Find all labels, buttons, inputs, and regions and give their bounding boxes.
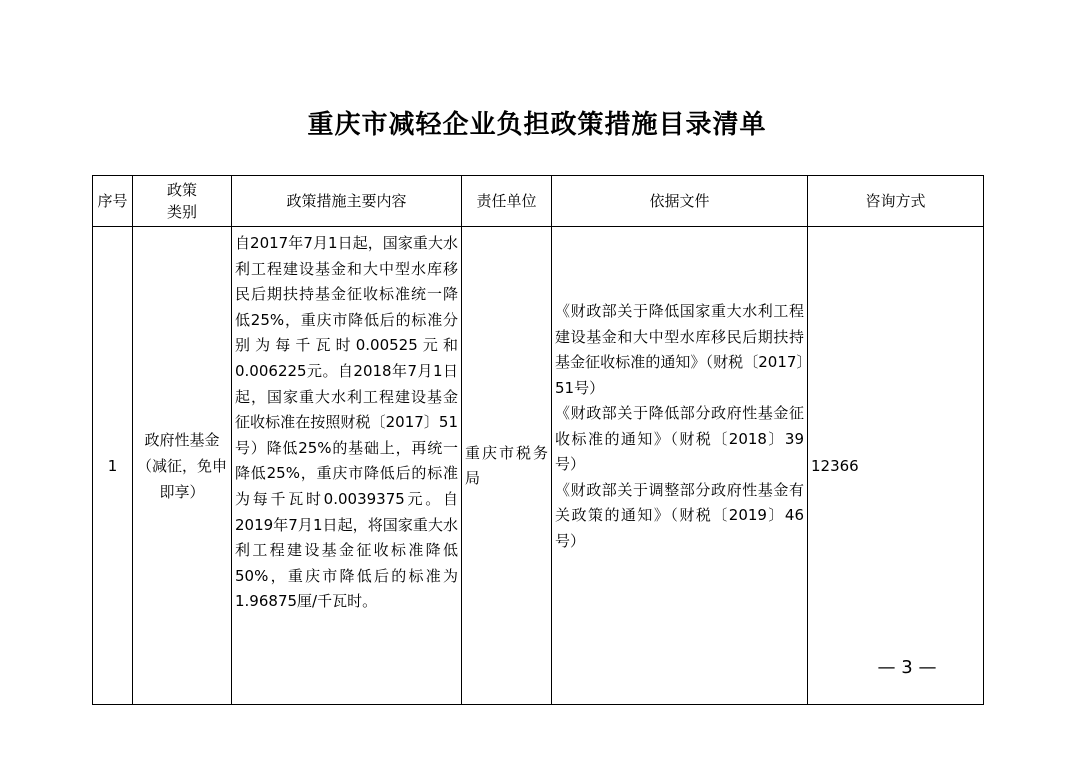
row-seq: 1 [93, 227, 133, 705]
document-title: 重庆市减轻企业负担政策措施目录清单 [307, 110, 767, 140]
basis-doc-1: 《财政部关于降低国家重大水利工程建设基金和大中型水库移民后期扶持基金征收标准的通知》（财税〔2017〕51号） [555, 302, 804, 397]
table-header-row [93, 176, 984, 227]
row-basis [552, 227, 808, 705]
page-number: — 3 — [877, 657, 937, 678]
header-category: 政策类别 [133, 176, 232, 227]
row-content: 自2017年7月1日起，国家重大水利工程建设基金和大中型水库移民后期扶持基金征收标准统一降低25%，重庆市降低后的标准分别为每千瓦时0.00525元和0.006225元。自2018年7月1日起，国家重大水利工程建设基金征收标准在按照财税〔2017〕51号）降低25%的基础上，再统一降低25%，重庆市降低后的标准为每千瓦时0.0039375元。自2019年7月1日起，将国家重大水利工程建设基金征收标准降低50%，重庆市降低后的标准为1.96875厘/千瓦时。 [232, 227, 462, 705]
header-seq: 序号 [93, 176, 133, 227]
row-category: 政府性基金（减征，免申即享） [133, 227, 232, 705]
header-basis: 依据文件 [552, 176, 808, 227]
table-row [93, 227, 984, 705]
row-unit: 重庆市税务局 [462, 227, 552, 705]
basis-doc-3: 《财政部关于调整部分政府性基金有关政策的通知》（财税〔2019〕46号） [555, 480, 804, 550]
header-contact: 咨询方式 [808, 176, 984, 227]
header-content: 政策措施主要内容 [232, 176, 462, 227]
row-contact: 12366 [808, 227, 984, 705]
basis-doc-2: 《财政部关于降低部分政府性基金征收标准的通知》（财税〔2018〕39号） [555, 404, 804, 473]
policy-table [92, 175, 984, 705]
header-unit: 责任单位 [462, 176, 552, 227]
